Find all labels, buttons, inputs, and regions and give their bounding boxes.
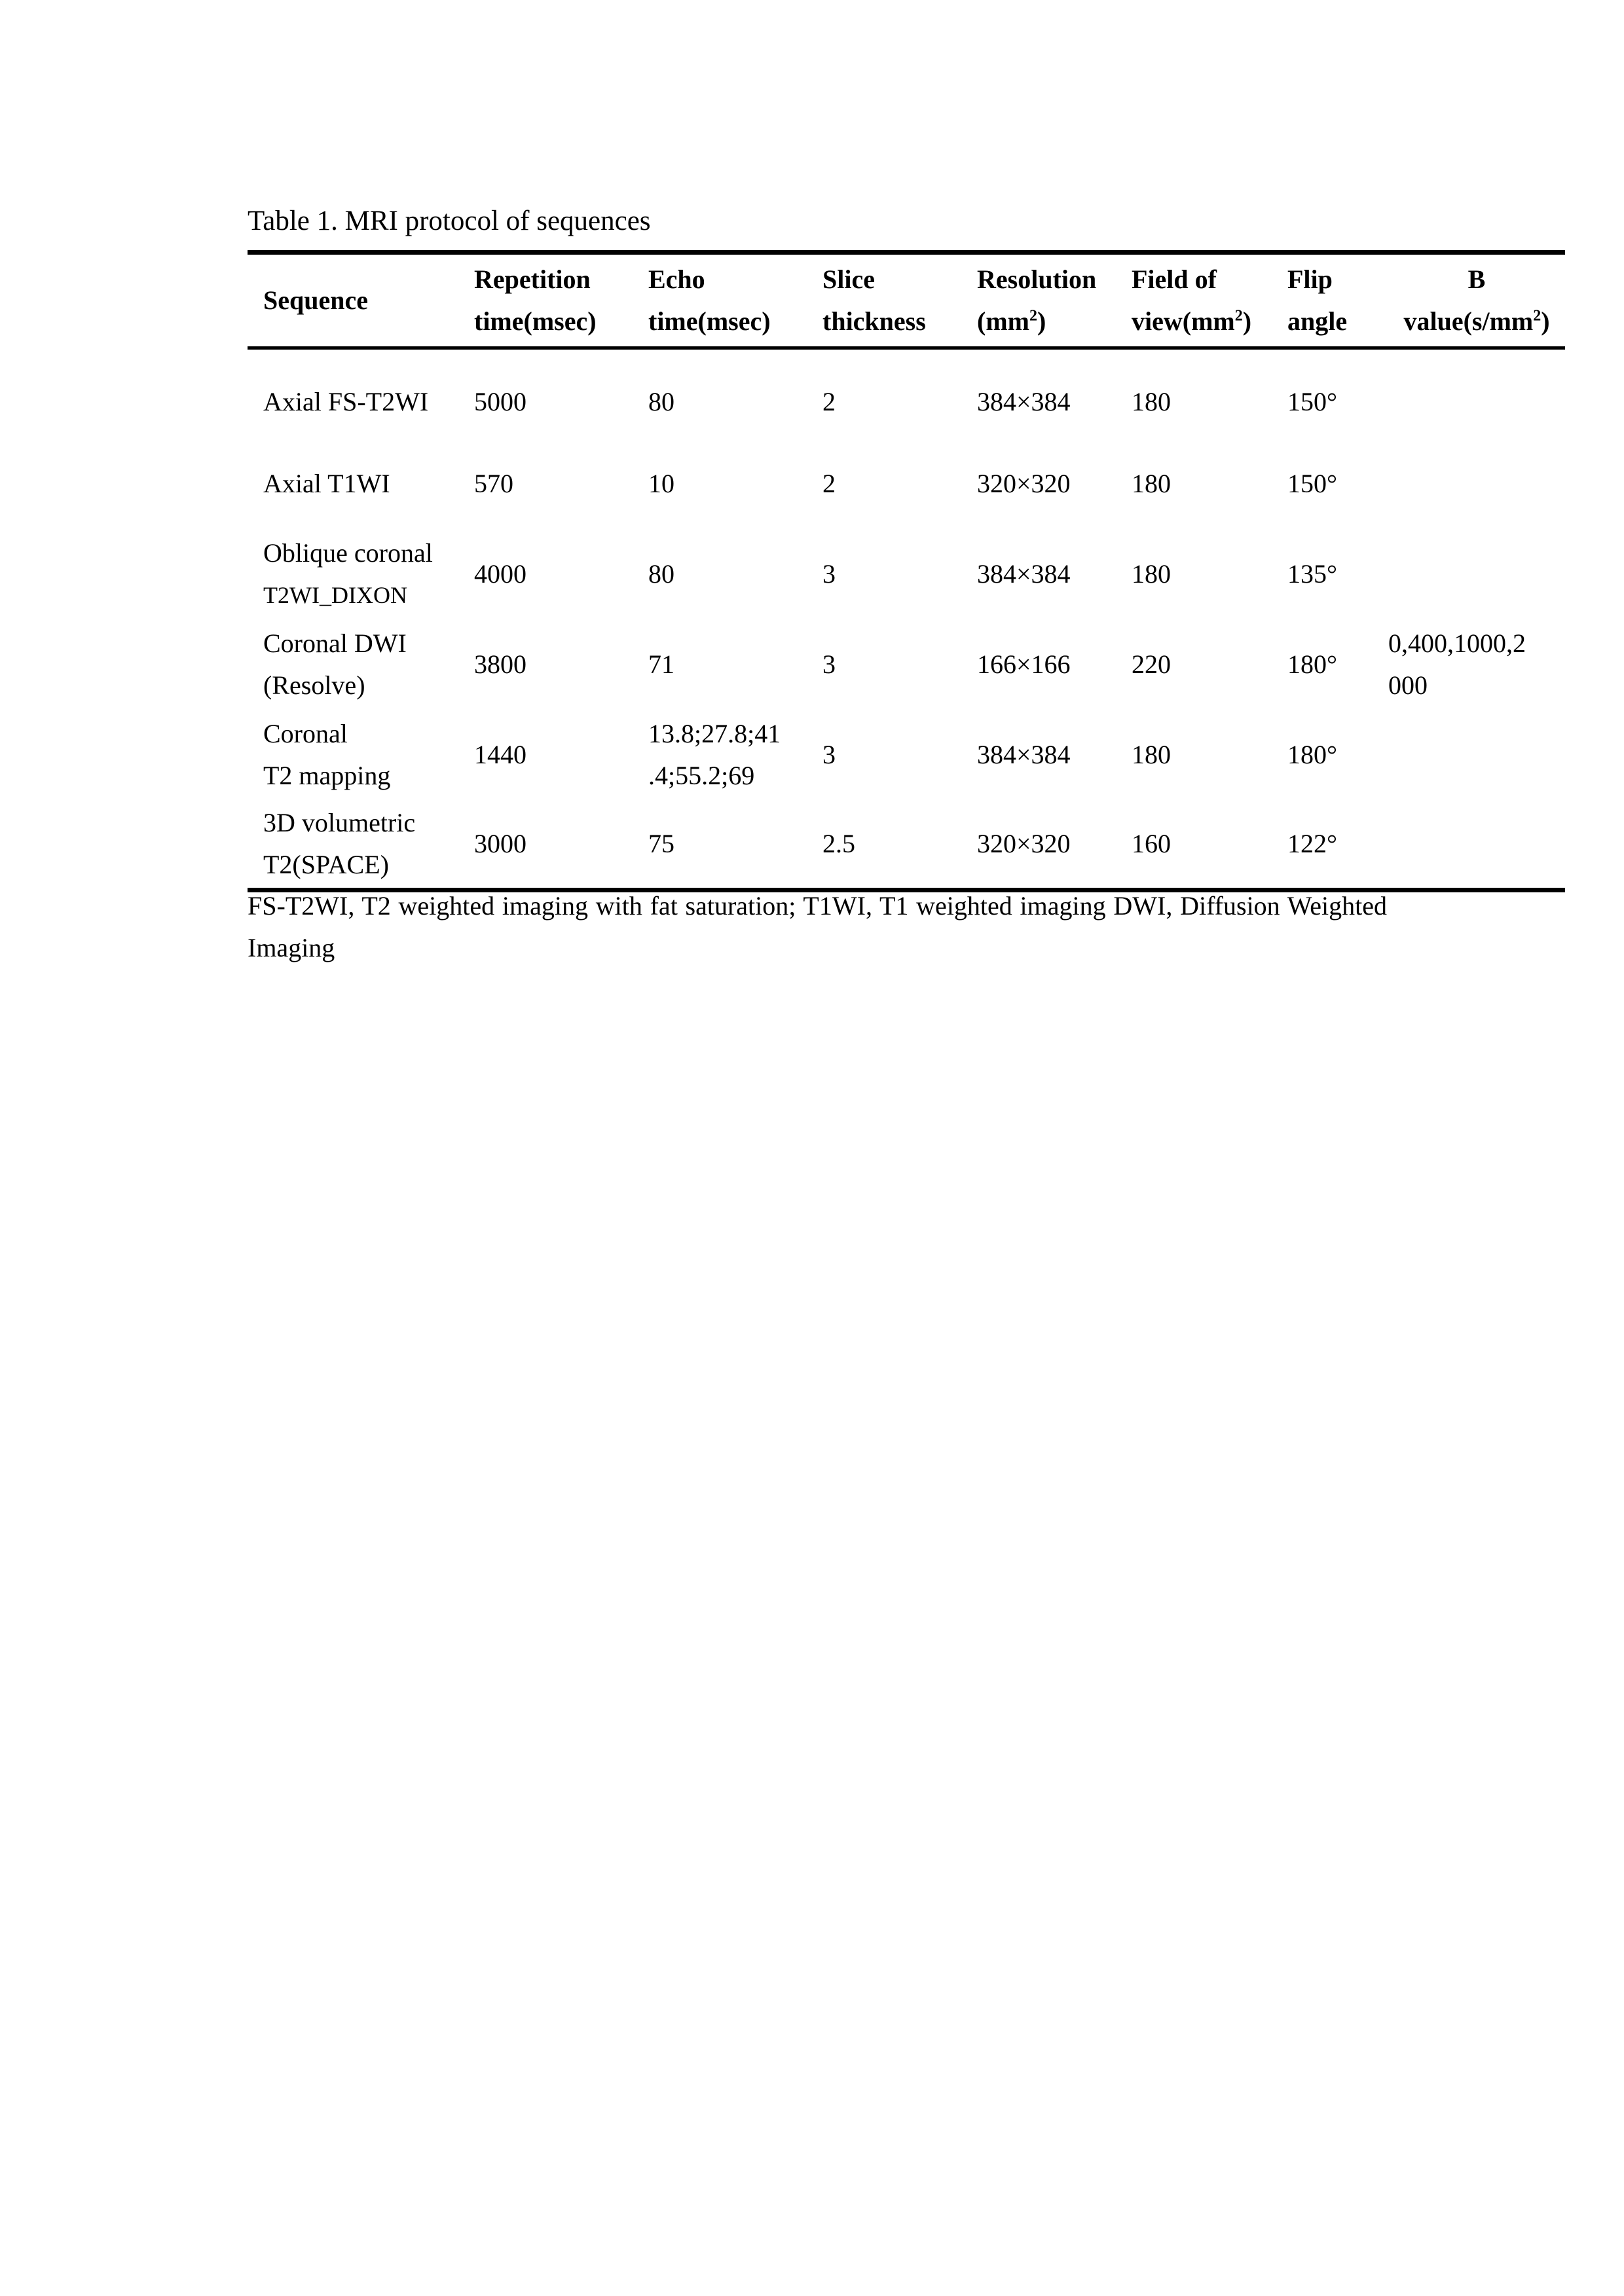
header-echo-time	[633, 253, 807, 348]
header-slice-thickness	[807, 253, 961, 348]
cell-b-value	[1388, 348, 1565, 439]
cell-fov: 180	[1132, 468, 1171, 498]
cell-echo: 75	[633, 800, 807, 890]
cell-repetition: 4000	[474, 558, 526, 589]
table-row	[248, 619, 1565, 710]
cell-b-value	[1388, 710, 1565, 800]
header-b-value	[1388, 253, 1565, 348]
cell-sequence: Oblique coronal T2WI_DIXON	[263, 538, 433, 608]
table-row	[248, 800, 1565, 890]
table-row	[248, 710, 1565, 800]
cell-echo: 10	[648, 468, 674, 498]
cell-fov: 160	[1116, 800, 1272, 890]
cell-b-value	[1388, 439, 1565, 529]
cell-slice: 3	[822, 649, 836, 679]
header-repetition-time	[458, 253, 633, 348]
cell-slice: 3	[822, 558, 836, 589]
cell-echo: 13.8;27.8;41 .4;55.2;69	[648, 718, 781, 790]
cell-resolution: 320×320	[961, 800, 1116, 890]
b-value-line2: 000	[1388, 670, 1428, 700]
cell-echo: 80	[648, 558, 674, 589]
cell-b-value	[1388, 619, 1565, 710]
cell-repetition: 5000	[474, 386, 526, 416]
header-repetition-line2: time(msec)	[474, 306, 597, 336]
cell-repetition: 3000	[458, 800, 633, 890]
mri-protocol-table	[248, 250, 1565, 892]
cell-echo: 71	[648, 649, 674, 679]
table-row	[248, 439, 1565, 529]
cell-fov: 220	[1132, 649, 1171, 679]
header-echo-line1: Echo	[648, 264, 705, 294]
cell-fov: 180	[1132, 739, 1171, 769]
cell-sequence: Coronal DWI (Resolve)	[263, 628, 407, 700]
cell-slice: 2	[822, 386, 836, 416]
header-resolution	[961, 253, 1116, 348]
header-flip-angle	[1272, 253, 1388, 348]
cell-repetition: 3800	[474, 649, 526, 679]
cell-flip: 180°	[1287, 649, 1337, 679]
cell-fov: 180	[1132, 558, 1171, 589]
header-row	[248, 253, 1565, 348]
header-echo-line2: time(msec)	[648, 306, 771, 336]
cell-sequence: 3D volumetric T2(SPACE)	[248, 800, 458, 890]
header-resolution-line2: $(mm^2)$	[977, 306, 1046, 336]
cell-slice: 3	[822, 739, 836, 769]
header-slice-line1: Slice	[822, 264, 875, 294]
cell-resolution: 320×320	[977, 468, 1071, 498]
cell-b-value	[1388, 800, 1565, 890]
cell-flip: 150°	[1287, 468, 1337, 498]
cell-resolution: 384×384	[977, 739, 1071, 769]
header-field-of-view	[1116, 253, 1272, 348]
table-row	[248, 348, 1565, 439]
cell-sequence: Coronal T2 mapping	[263, 718, 391, 790]
cell-fov: 180	[1132, 386, 1171, 416]
cell-repetition: 570	[474, 468, 513, 498]
b-value-line1: 0,400,1000,2	[1388, 628, 1526, 658]
cell-slice: 2	[822, 468, 836, 498]
cell-resolution: 166×166	[977, 649, 1071, 679]
table-row	[248, 529, 1565, 619]
header-flip-line2: angle	[1287, 306, 1348, 336]
header-fov-line2: $view(mm^2)$	[1132, 306, 1252, 336]
table-caption: Table 1. MRI protocol of sequences	[248, 206, 651, 236]
cell-sequence: Axial T1WI	[263, 468, 390, 498]
cell-flip: 150°	[1287, 386, 1337, 416]
header-resolution-line1: Resolution	[977, 264, 1097, 294]
header-repetition-line1: Repetition	[474, 264, 591, 294]
header-bvalue-line2: $value(s/mm^2)$	[1403, 306, 1550, 336]
cell-flip: 122°	[1272, 800, 1388, 890]
header-fov-line1: Field of	[1132, 264, 1217, 294]
header-slice-line2: thickness	[822, 306, 926, 336]
cell-flip: 180°	[1287, 739, 1337, 769]
header-bvalue-line1: B	[1467, 264, 1486, 294]
cell-echo: 80	[648, 386, 674, 416]
header-flip-line1: Flip	[1287, 264, 1333, 294]
cell-sequence: Axial FS-T2WI	[263, 386, 429, 416]
cell-repetition: 1440	[474, 739, 526, 769]
cell-slice: 2.5	[807, 800, 961, 890]
cell-flip: 135°	[1287, 558, 1337, 589]
cell-resolution: 384×384	[977, 558, 1071, 589]
cell-b-value	[1388, 529, 1565, 619]
header-sequence	[248, 253, 458, 348]
table-footnote: FS-T2WI, T2 weighted imaging with fat saturation; T1WI, T1 weighted imaging DWI, Diffusion Weighted Imaging	[248, 891, 1387, 962]
header-sequence-label: Sequence	[263, 285, 368, 315]
cell-resolution: 384×384	[977, 386, 1071, 416]
